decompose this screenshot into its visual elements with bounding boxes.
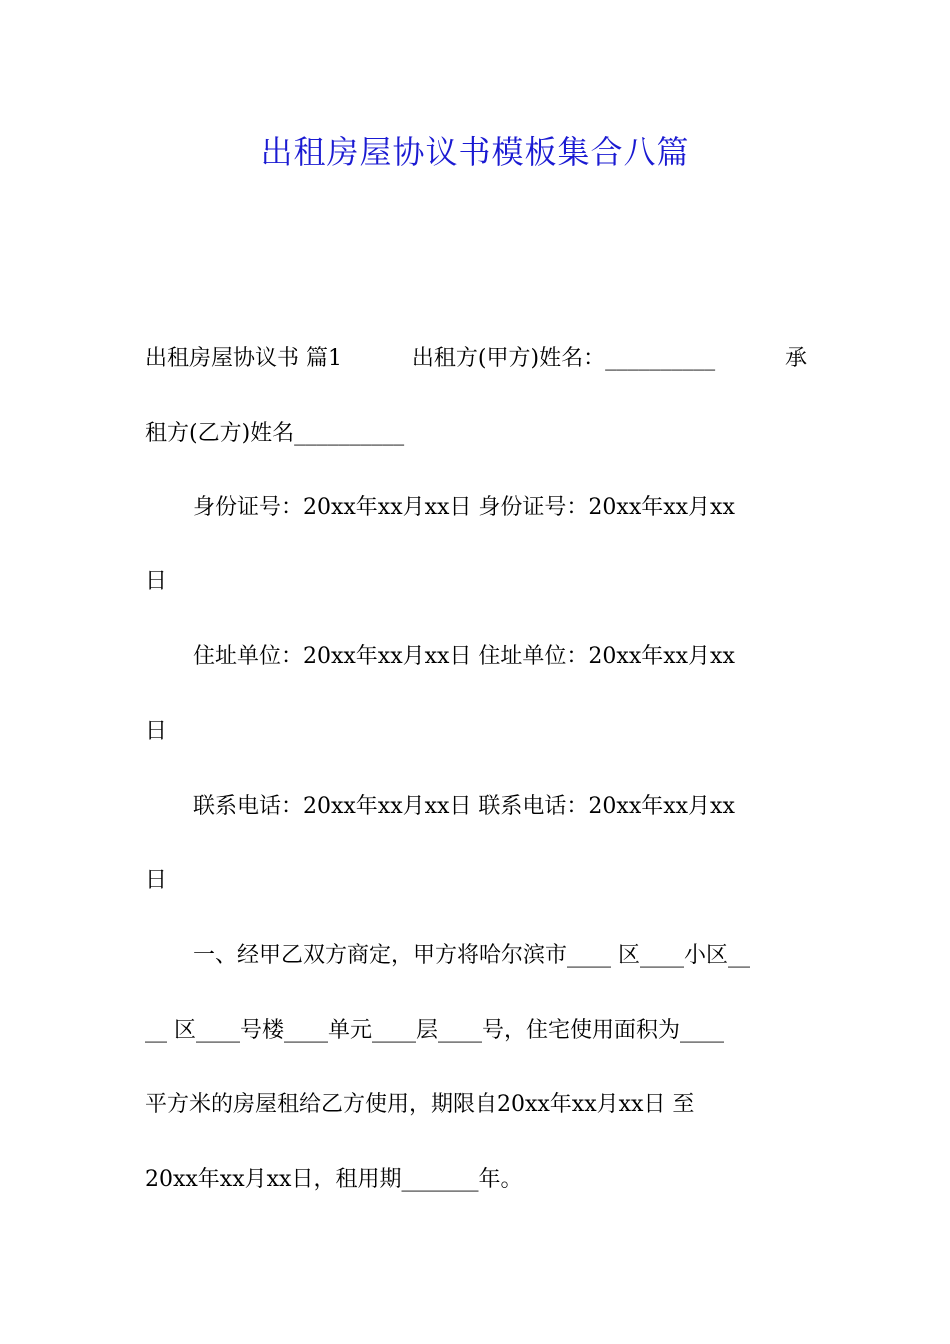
- lessor-name-field: 出租方(甲方)姓名：__________: [411, 346, 716, 371]
- clause-1-line-1: 一、经甲乙双方商定，甲方将哈尔滨市____ 区____小区__: [193, 943, 750, 968]
- address-line-cont: 日: [145, 719, 168, 744]
- clause-1-line-3: 平方米的房屋租给乙方使用，期限自20xx年xx月xx日 至: [145, 1092, 695, 1117]
- line-end-text: 承: [784, 346, 807, 371]
- clause-1-line-4: 20xx年xx月xx日，租用期_______年。: [145, 1167, 523, 1192]
- lessee-name-line: 租方(乙方)姓名__________: [145, 421, 405, 446]
- phone-line-cont: 日: [145, 868, 168, 893]
- paragraph-line-1: [145, 344, 807, 374]
- address-line: 住址单位：20xx年xx月xx日 住址单位：20xx年xx月xx: [193, 644, 735, 669]
- document-title: 出租房屋协议书模板集合八篇: [260, 133, 690, 171]
- id-number-line: 身份证号：20xx年xx月xx日 身份证号：20xx年xx月xx: [193, 495, 735, 520]
- phone-line: 联系电话：20xx年xx月xx日 联系电话：20xx年xx月xx: [193, 794, 735, 819]
- clause-1-line-2: __ 区____号楼____单元____层____号，住宅使用面积为____: [145, 1018, 724, 1043]
- id-number-line-cont: 日: [145, 569, 168, 594]
- section-heading: 出租房屋协议书 篇1: [145, 346, 342, 371]
